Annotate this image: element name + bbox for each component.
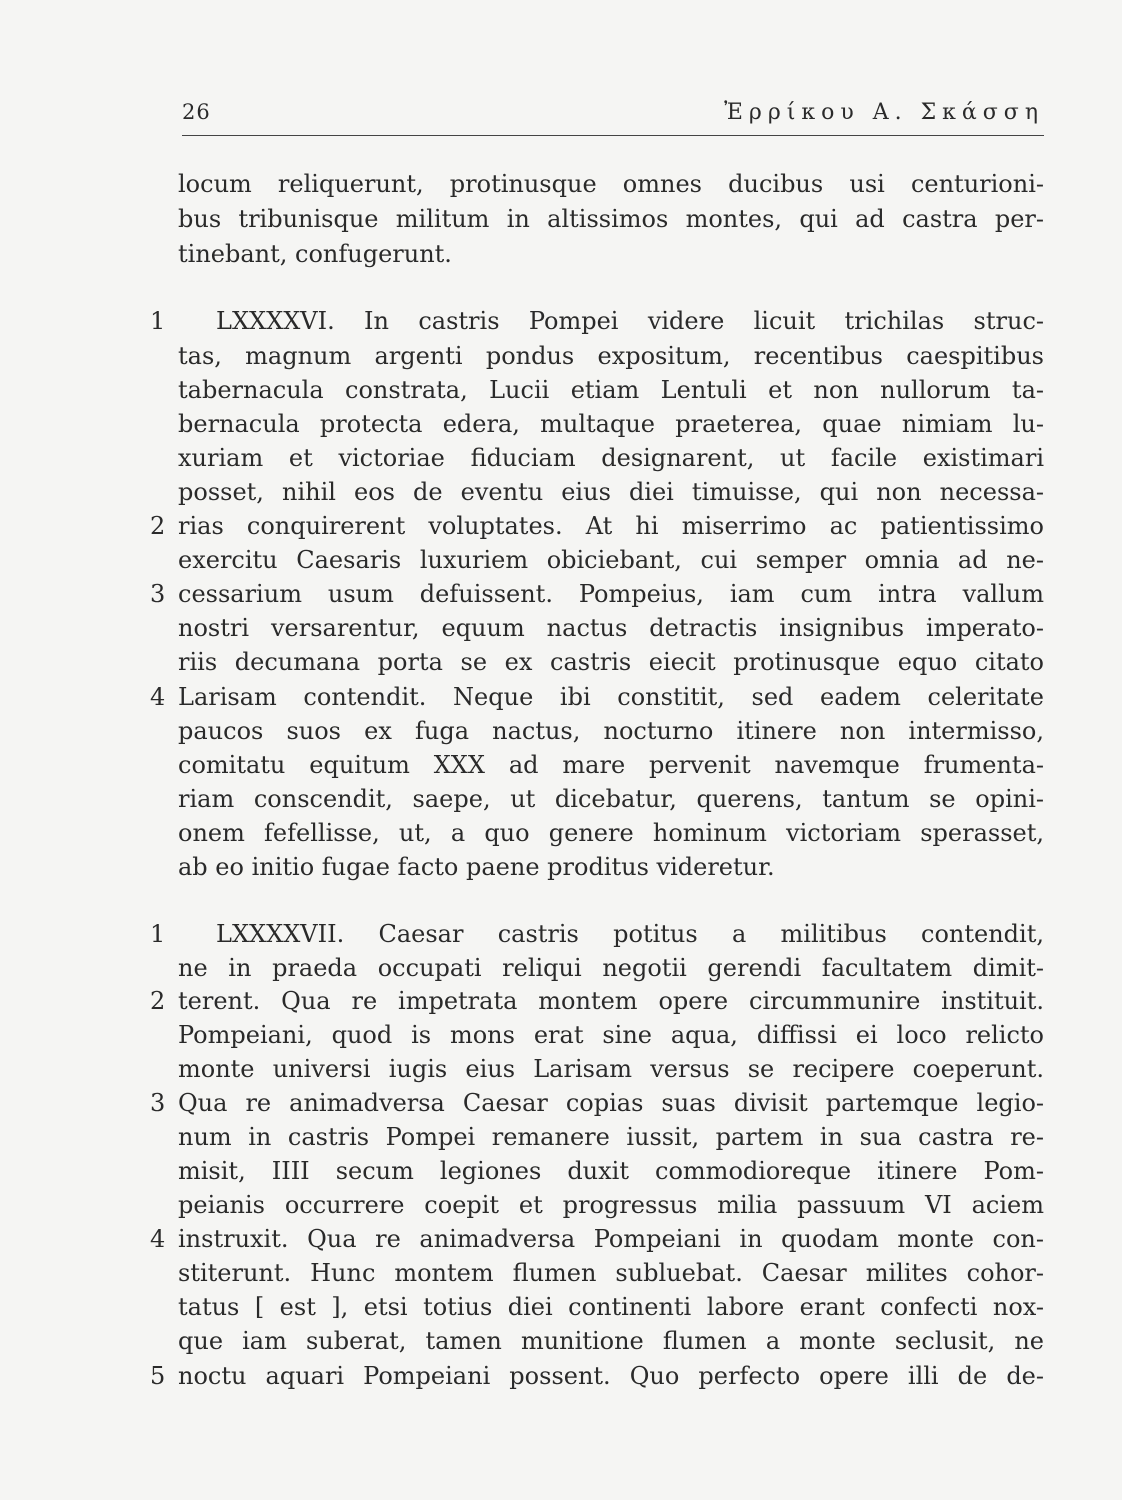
text-line: monte universi iugis eius Larisam versus se recipere coeperunt. [178, 1055, 1044, 1083]
chapter-first-line: LXXXXVI. In castris Pompei videre licuit trichilas struc- [216, 307, 1044, 335]
text-line: tabernacula constrata, Lucii etiam Lentuli et non nullorum ta- [178, 376, 1044, 404]
text-line: nostri versarentur, equum nactus detractis insignibus imperato- [178, 614, 1044, 642]
text-line: num in castris Pompei remanere iussit, partem in sua castra re- [178, 1123, 1044, 1151]
page-header [182, 100, 1044, 130]
margin-number: 1 [150, 307, 166, 335]
margin-number: 5 [150, 1362, 166, 1390]
chapter-first-line: LXXXXVII. Caesar castris potitus a militibus contendit, [216, 920, 1044, 948]
text-line: noctu aquari Pompeiani possent. Quo perfecto opere illi de de- [178, 1362, 1044, 1390]
margin-number: 1 [150, 920, 166, 948]
text-line: tatus [ est ], etsi totius diei continenti labore erant confecti nox- [178, 1293, 1044, 1321]
text-line: onem fefellisse, ut, a quo genere hominum victoriam sperasset, [178, 819, 1044, 847]
text-line: exercitu Caesaris luxuriem obiciebant, cui semper omnia ad ne- [178, 546, 1044, 574]
text-line: bus tribunisque militum in altissimos montes, qui ad castra per- [178, 205, 1044, 233]
text-line: bernacula protecta edera, multaque praeterea, quae nimiam lu- [178, 410, 1044, 438]
text-line: locum reliquerunt, protinusque omnes ducibus usi centurioni- [178, 170, 1044, 198]
text-line: xuriam et victoriae fiduciam designarent, ut facile existimari [178, 444, 1044, 472]
text-line: que iam suberat, tamen munitione flumen a monte seclusit, ne [178, 1327, 1044, 1355]
margin-number: 4 [150, 683, 166, 711]
text-line: Larisam contendit. Neque ibi constitit, sed eadem celeritate [178, 683, 1044, 711]
running-title: Ἐρρίκου Α. Σκάσση [724, 100, 1044, 125]
text-line: tinebant, confugerunt. [178, 240, 452, 268]
text-line: ab eo initio fugae facto paene proditus videretur. [178, 853, 775, 881]
page-number: 26 [182, 100, 211, 124]
text-line: stiterunt. Hunc montem flumen subluebat. Caesar milites cohor- [178, 1259, 1044, 1287]
margin-number: 4 [150, 1225, 166, 1253]
text-line: rias conquirerent voluptates. At hi miserrimo ac patientissimo [178, 512, 1044, 540]
text-line: misit, IIII secum legiones duxit commodioreque itinere Pom- [178, 1157, 1044, 1185]
text-line: Qua re animadversa Caesar copias suas divisit partemque legio- [178, 1089, 1044, 1117]
text-line: peianis occurrere coepit et progressus milia passuum VI aciem [178, 1191, 1044, 1219]
text-line: tas, magnum argenti pondus expositum, recentibus caespitibus [178, 342, 1044, 370]
margin-number: 3 [150, 1089, 166, 1117]
margin-number: 2 [150, 987, 166, 1015]
text-line: Pompeiani, quod is mons erat sine aqua, diffissi ei loco relicto [178, 1021, 1044, 1049]
text-line: riam conscendit, saepe, ut dicebatur, querens, tantum se opini- [178, 785, 1044, 813]
margin-number: 2 [150, 512, 166, 540]
text-line: terent. Qua re impetrata montem opere circummunire instituit. [178, 987, 1044, 1015]
text-line: instruxit. Qua re animadversa Pompeiani in quodam monte con- [178, 1225, 1044, 1253]
text-line: cessarium usum defuissent. Pompeius, iam cum intra vallum [178, 580, 1044, 608]
text-line: paucos suos ex fuga nactus, nocturno itinere non intermisso, [178, 717, 1044, 745]
text-line: riis decumana porta se ex castris eiecit protinusque equo citato [178, 648, 1044, 676]
text-line: ne in praeda occupati reliqui negotii gerendi facultatem dimit- [178, 954, 1044, 982]
text-line: comitatu equitum XXX ad mare pervenit navemque frumenta- [178, 751, 1044, 779]
margin-number: 3 [150, 580, 166, 608]
header-rule [182, 135, 1044, 136]
text-line: posset, nihil eos de eventu eius diei timuisse, qui non necessa- [178, 478, 1044, 506]
